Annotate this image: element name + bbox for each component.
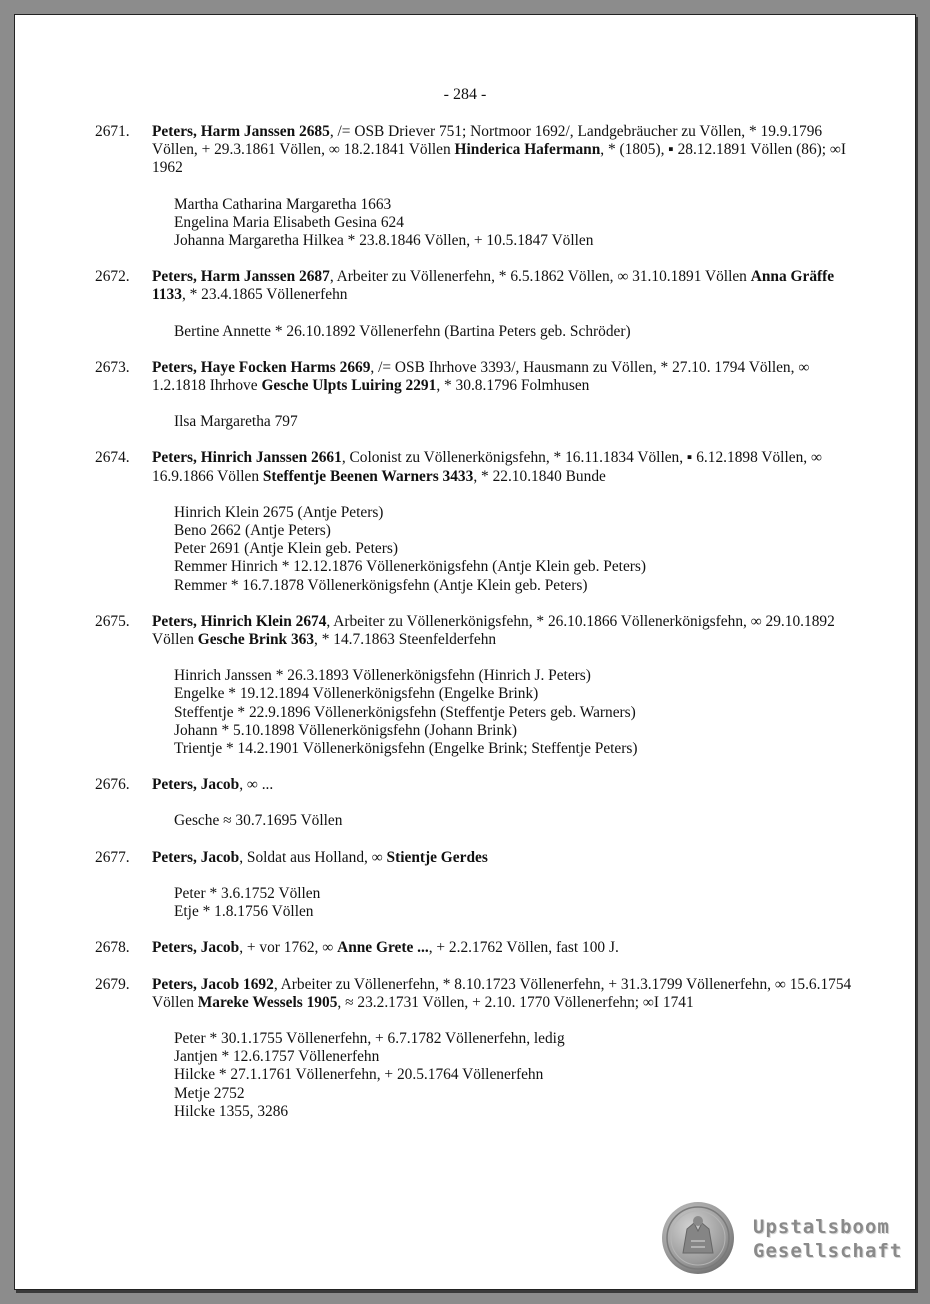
- person-name: Peters, Jacob 1692: [152, 975, 274, 993]
- entry-number: 2677.: [95, 848, 130, 866]
- entry-text: , Arbeiter zu Völlenerfehn, * 6.5.1862 Völlen, ∞ 31.10.1891 Völlen: [329, 268, 751, 286]
- children-list: [174, 413, 855, 431]
- child-item: Engelina Maria Elisabeth Gesina 624: [174, 213, 404, 231]
- entry-number: 2675.: [95, 612, 130, 630]
- person-name: Peters, Hinrich Klein 2674: [152, 612, 327, 630]
- page-number: - 284 -: [443, 86, 487, 103]
- logo-text: [753, 1215, 902, 1263]
- child-item: Hinrich Klein 2675 (Antje Peters): [174, 503, 384, 521]
- person-name: Peters, Jacob: [152, 939, 240, 957]
- entry-heading: [152, 939, 855, 957]
- entries-list: [95, 123, 855, 1139]
- person-name: Peters, Hinrich Janssen 2661: [152, 449, 342, 467]
- entry-text: , * 30.8.1796 Folmhusen: [436, 377, 590, 395]
- children-list: [174, 504, 855, 595]
- person-name: Peters, Harm Janssen 2687: [152, 268, 330, 286]
- person-name: Hinderica Hafermann: [454, 141, 601, 159]
- entry-heading: [152, 268, 855, 304]
- child-item: Bertine Annette * 26.10.1892 Völlenerfehn (Bartina Peters geb. Schröder): [174, 322, 631, 340]
- genealogy-entry: [95, 976, 855, 1121]
- entry-text: , /= OSB Driever 751; Nortmoor 1692/, Landgebräucher zu Völlen, * 19.9.1796 Völlen, + 29.3.1861 Völlen, ∞ 18.2.1841 Völlen: [152, 123, 823, 159]
- entry-number: 2676.: [95, 776, 130, 794]
- child-item: Martha Catharina Margaretha 1663: [174, 195, 392, 213]
- entry-heading: [152, 613, 855, 649]
- person-name: Gesche Ulpts Luiring 2291: [261, 377, 437, 395]
- child-item: Remmer Hinrich * 12.12.1876 Völlenerkönigsfehn (Antje Klein geb. Peters): [174, 558, 647, 576]
- genealogy-entry: [95, 776, 855, 830]
- child-item: Peter * 30.1.1755 Völlenerfehn, + 6.7.1782 Völlenerfehn, ledig: [174, 1029, 565, 1047]
- child-item: Engelke * 19.12.1894 Völlenerkönigsfehn (Engelke Brink): [174, 685, 539, 703]
- child-item: Steffentje * 22.9.1896 Völlenerkönigsfehn (Steffentje Peters geb. Warners): [174, 703, 636, 721]
- genealogy-entry: [95, 849, 855, 922]
- children-list: [174, 812, 855, 830]
- entry-text: , * 23.4.1865 Völlenerfehn: [181, 286, 348, 304]
- publisher-logo: [661, 1201, 906, 1276]
- child-item: Trientje * 14.2.1901 Völlenerkönigsfehn (Engelke Brink; Steffentje Peters): [174, 740, 638, 758]
- genealogy-entry: [95, 268, 855, 341]
- entry-text: , + vor 1762, ∞: [239, 939, 338, 957]
- child-item: Gesche ≈ 30.7.1695 Völlen: [174, 812, 343, 830]
- person-name: Stientje Gerdes: [386, 848, 488, 866]
- children-list: [174, 885, 855, 921]
- entry-text: , Arbeiter zu Völlenerkönigsfehn, * 26.10.1866 Völlenerkönigsfehn, ∞ 29.10.1892 Völlen: [152, 612, 835, 649]
- entry-text: , ≈ 23.2.1731 Völlen, + 2.10. 1770 Völlenerfehn; ∞I 1741: [337, 993, 694, 1011]
- document-page: [14, 14, 916, 1290]
- person-name: Gesche Brink 363: [197, 631, 315, 649]
- entry-number: 2672.: [95, 268, 130, 286]
- entry-number: 2674.: [95, 449, 130, 467]
- entry-text: , * (1805), ▪ 28.12.1891 Völlen (86); ∞I 1962: [152, 141, 846, 177]
- child-item: Johann * 5.10.1898 Völlenerkönigsfehn (Johann Brink): [174, 721, 517, 739]
- child-item: Hilcke * 27.1.1761 Völlenerfehn, + 20.5.1764 Völlenerfehn: [174, 1066, 544, 1084]
- person-name: Peters, Jacob: [152, 776, 240, 794]
- child-item: Peter * 3.6.1752 Völlen: [174, 884, 321, 902]
- genealogy-entry: [95, 939, 855, 957]
- child-item: Beno 2662 (Antje Peters): [174, 522, 331, 540]
- entry-heading: [152, 123, 855, 178]
- entry-heading: [152, 449, 855, 485]
- genealogy-entry: [95, 449, 855, 594]
- entry-text: , ∞ ...: [239, 776, 274, 794]
- seal-icon: [661, 1201, 735, 1275]
- child-item: Johanna Margaretha Hilkea * 23.8.1846 Völlen, + 10.5.1847 Völlen: [174, 232, 594, 250]
- entry-heading: [152, 776, 855, 794]
- child-item: Peter 2691 (Antje Klein geb. Peters): [174, 540, 398, 558]
- child-item: Hinrich Janssen * 26.3.1893 Völlenerkönigsfehn (Hinrich J. Peters): [174, 667, 591, 685]
- children-list: [174, 196, 855, 251]
- entry-heading: [152, 359, 855, 395]
- children-list: [174, 1030, 855, 1121]
- child-item: Etje * 1.8.1756 Völlen: [174, 903, 314, 921]
- entry-text: , * 14.7.1863 Steenfelderfehn: [314, 631, 497, 649]
- person-name: Anne Grete ...: [337, 939, 429, 957]
- entry-number: 2671.: [95, 123, 130, 140]
- genealogy-entry: [95, 359, 855, 432]
- person-name: Steffentje Beenen Warners 3433: [262, 467, 474, 485]
- logo-line-1: Upstalsboom: [753, 1216, 890, 1238]
- entry-text: , Arbeiter zu Völlenerfehn, * 8.10.1723 Völlenerfehn, + 31.3.1799 Völlenerfehn, ∞ 15.6.1754 Völlen: [152, 975, 852, 1011]
- child-item: Ilsa Margaretha 797: [174, 413, 298, 431]
- logo-line-2: Gesellschaft: [753, 1240, 903, 1262]
- entry-text: , Colonist zu Völlenerkönigsfehn, * 16.11.1834 Völlen, ▪ 6.12.1898 Völlen, ∞ 16.9.1866 Völlen: [152, 449, 822, 485]
- genealogy-entry: [95, 613, 855, 758]
- entry-text: , + 2.2.1762 Völlen, fast 100 J.: [428, 939, 619, 957]
- entry-heading: [152, 976, 855, 1012]
- entry-heading: [152, 849, 855, 867]
- child-item: Hilcke 1355, 3286: [174, 1102, 289, 1120]
- entry-number: 2679.: [95, 975, 130, 993]
- person-name: Peters, Haye Focken Harms 2669: [152, 358, 371, 376]
- person-name: Peters, Harm Janssen 2685: [152, 123, 330, 140]
- person-name: Peters, Jacob: [152, 848, 240, 866]
- child-item: Jantjen * 12.6.1757 Völlenerfehn: [174, 1048, 380, 1066]
- person-name: Anna Gräffe 1133: [152, 268, 835, 304]
- entry-number: 2678.: [95, 939, 130, 957]
- genealogy-entry: [95, 123, 855, 250]
- children-list: [174, 667, 855, 758]
- children-list: [174, 323, 855, 341]
- entry-text: , /= OSB Ihrhove 3393/, Hausmann zu Völlen, * 27.10. 1794 Völlen, ∞ 1.2.1818 Ihrhove: [152, 358, 810, 395]
- entry-text: , Soldat aus Holland, ∞: [239, 848, 387, 866]
- child-item: Metje 2752: [174, 1084, 245, 1102]
- entry-text: , * 22.10.1840 Bunde: [473, 467, 606, 485]
- child-item: Remmer * 16.7.1878 Völlenerkönigsfehn (Antje Klein geb. Peters): [174, 576, 588, 594]
- entry-number: 2673.: [95, 358, 130, 376]
- person-name: Mareke Wessels 1905: [197, 993, 338, 1011]
